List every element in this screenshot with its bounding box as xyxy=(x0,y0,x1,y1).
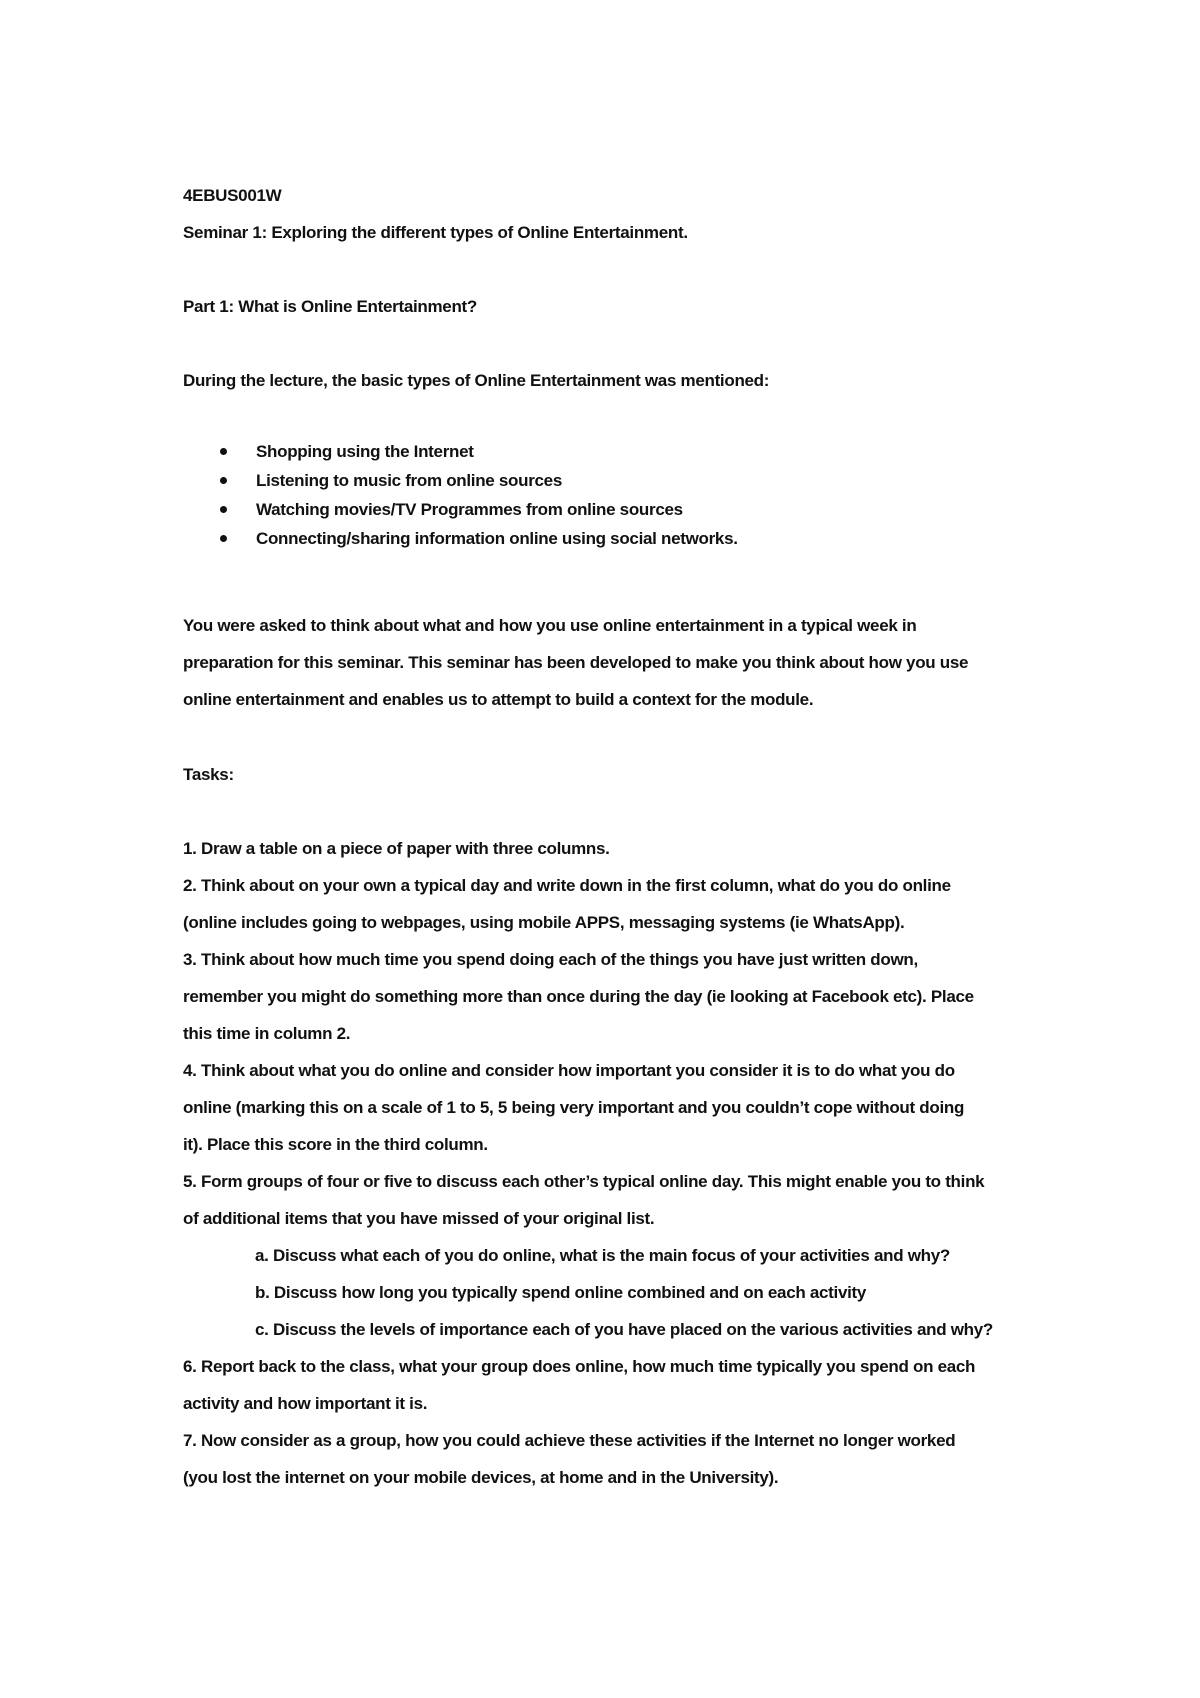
paragraph-line: preparation for this seminar. This seminar has been developed to make you think about how you use xyxy=(183,653,969,672)
paragraph-line: online entertainment and enables us to attempt to build a context for the module. xyxy=(183,690,814,709)
task-line: 6. Report back to the class, what your group does online, how much time typically you spend on each xyxy=(183,1357,976,1376)
task-line: 7. Now consider as a group, how you could achieve these activities if the Internet no longer worked xyxy=(183,1431,956,1450)
module-code: 4EBUS001W xyxy=(183,186,282,205)
task-line: 2. Think about on your own a typical day and write down in the first column, what do you do online xyxy=(183,876,951,895)
task-line: (online includes going to webpages, using mobile APPS, messaging systems (ie WhatsApp). xyxy=(183,913,905,932)
part-heading: Part 1: What is Online Entertainment? xyxy=(183,297,477,316)
subtask-line: a. Discuss what each of you do online, what is the main focus of your activities and why? xyxy=(255,1246,950,1265)
bullet-icon xyxy=(220,448,227,455)
task-line: of additional items that you have missed of your original list. xyxy=(183,1209,655,1228)
bullet-icon xyxy=(220,477,227,484)
list-item-text: Shopping using the Internet xyxy=(256,442,474,461)
bullet-icon xyxy=(220,535,227,542)
task-line: remember you might do something more than once during the day (ie looking at Facebook etc). Place xyxy=(183,987,974,1006)
task-line: online (marking this on a scale of 1 to 5, 5 being very important and you couldn’t cope without doing xyxy=(183,1098,965,1117)
intro-text: During the lecture, the basic types of Online Entertainment was mentioned: xyxy=(183,371,770,390)
seminar-title: Seminar 1: Exploring the different types of Online Entertainment. xyxy=(183,223,688,242)
task-line: (you lost the internet on your mobile devices, at home and in the University). xyxy=(183,1468,779,1487)
task-line: activity and how important it is. xyxy=(183,1394,428,1413)
task-line: this time in column 2. xyxy=(183,1024,351,1043)
subtask-line: b. Discuss how long you typically spend online combined and on each activity xyxy=(255,1283,867,1302)
subtask-line: c. Discuss the levels of importance each of you have placed on the various activities and why? xyxy=(255,1320,993,1339)
bullet-icon xyxy=(220,506,227,513)
task-line: 3. Think about how much time you spend doing each of the things you have just written down, xyxy=(183,950,918,969)
task-line: it). Place this score in the third column. xyxy=(183,1135,488,1154)
paragraph-line: You were asked to think about what and how you use online entertainment in a typical week in xyxy=(183,616,917,635)
list-item-text: Watching movies/TV Programmes from online sources xyxy=(256,500,683,519)
list-item-text: Listening to music from online sources xyxy=(256,471,562,490)
task-line: 1. Draw a table on a piece of paper with three columns. xyxy=(183,839,610,858)
list-item-text: Connecting/sharing information online using social networks. xyxy=(256,529,738,548)
task-line: 5. Form groups of four or five to discuss each other’s typical online day. This might enable you to think xyxy=(183,1172,985,1191)
task-line: 4. Think about what you do online and consider how important you consider it is to do what you do xyxy=(183,1061,955,1080)
tasks-heading: Tasks: xyxy=(183,765,234,784)
